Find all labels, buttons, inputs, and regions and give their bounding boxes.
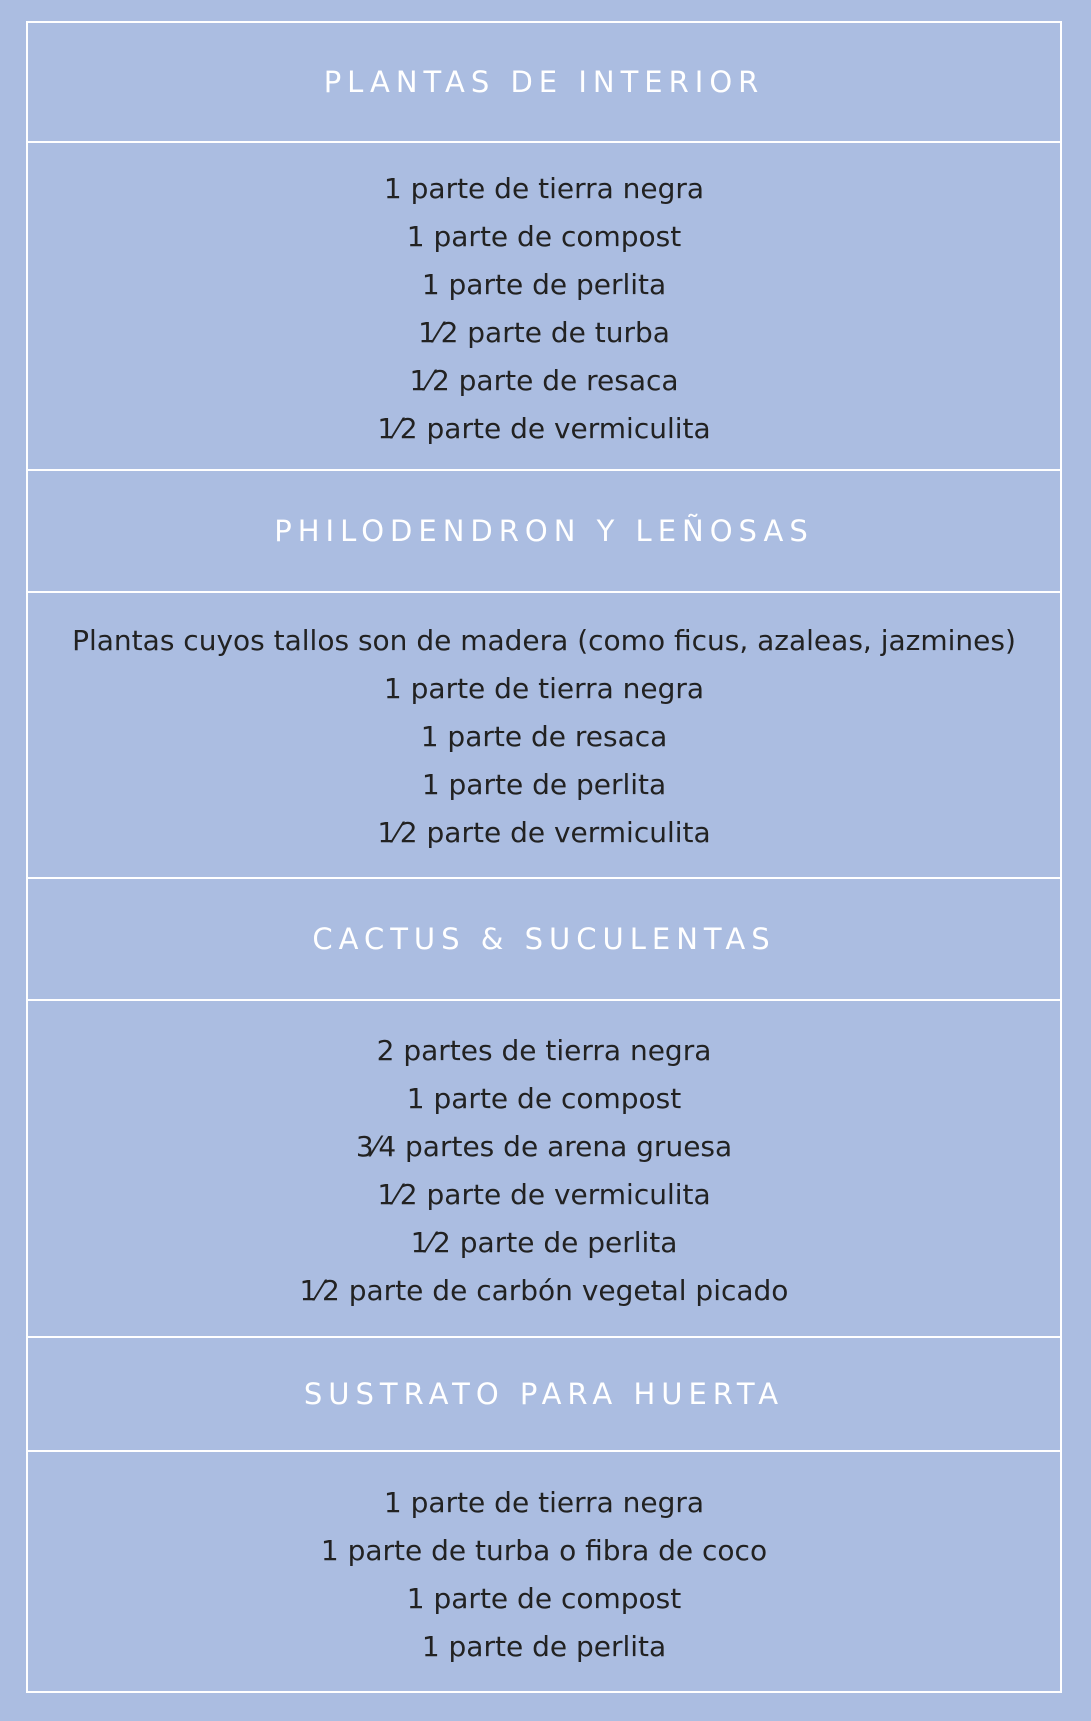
divider [28,1450,1060,1452]
section-title-plantas-de-interior: PLANTAS DE INTERIOR [323,65,765,99]
list-item: 3⁄4 partes de arena gruesa [355,1130,733,1163]
list-item: 1 parte de resaca [420,720,668,753]
section-body-cactus [28,1027,1060,1315]
section-body-philodendron [28,617,1060,857]
section-body-plantas-de-interior [28,165,1060,453]
section-body-huerta [28,1479,1060,1671]
list-item: 1 parte de tierra negra [383,1486,705,1519]
list-item: 1⁄2 parte de carbón vegetal picado [299,1274,789,1307]
divider [28,999,1060,1001]
section-title-philodendron: PHILODENDRON Y LEÑOSAS [274,514,814,548]
list-item: 1⁄2 parte de resaca [409,364,679,397]
list-item: 1 parte de perlita [421,768,667,801]
list-item: 1 parte de turba o fibra de coco [320,1534,768,1567]
section-title-cactus: CACTUS & SUCULENTAS [312,922,776,956]
list-item: 1⁄2 parte de vermiculita [377,816,711,849]
list-item: Plantas cuyos tallos son de madera (como ficus, azaleas, jazmines) [72,624,1016,657]
list-item: 1⁄2 parte de turba [418,316,670,349]
divider [28,141,1060,143]
list-item: 2 partes de tierra negra [376,1034,712,1067]
list-item: 1⁄2 parte de vermiculita [377,412,711,445]
list-item: 1⁄2 parte de vermiculita [377,1178,711,1211]
section-title-huerta: SUSTRATO PARA HUERTA [303,1377,785,1411]
divider [28,591,1060,593]
list-item: 1⁄2 parte de perlita [410,1226,678,1259]
list-item: 1 parte de perlita [421,1630,667,1663]
list-item: 1 parte de compost [406,1582,682,1615]
list-item: 1 parte de compost [406,1082,682,1115]
substrate-table [26,21,1062,1693]
list-item: 1 parte de tierra negra [383,172,705,205]
list-item: 1 parte de perlita [421,268,667,301]
list-item: 1 parte de compost [406,220,682,253]
list-item: 1 parte de tierra negra [383,672,705,705]
